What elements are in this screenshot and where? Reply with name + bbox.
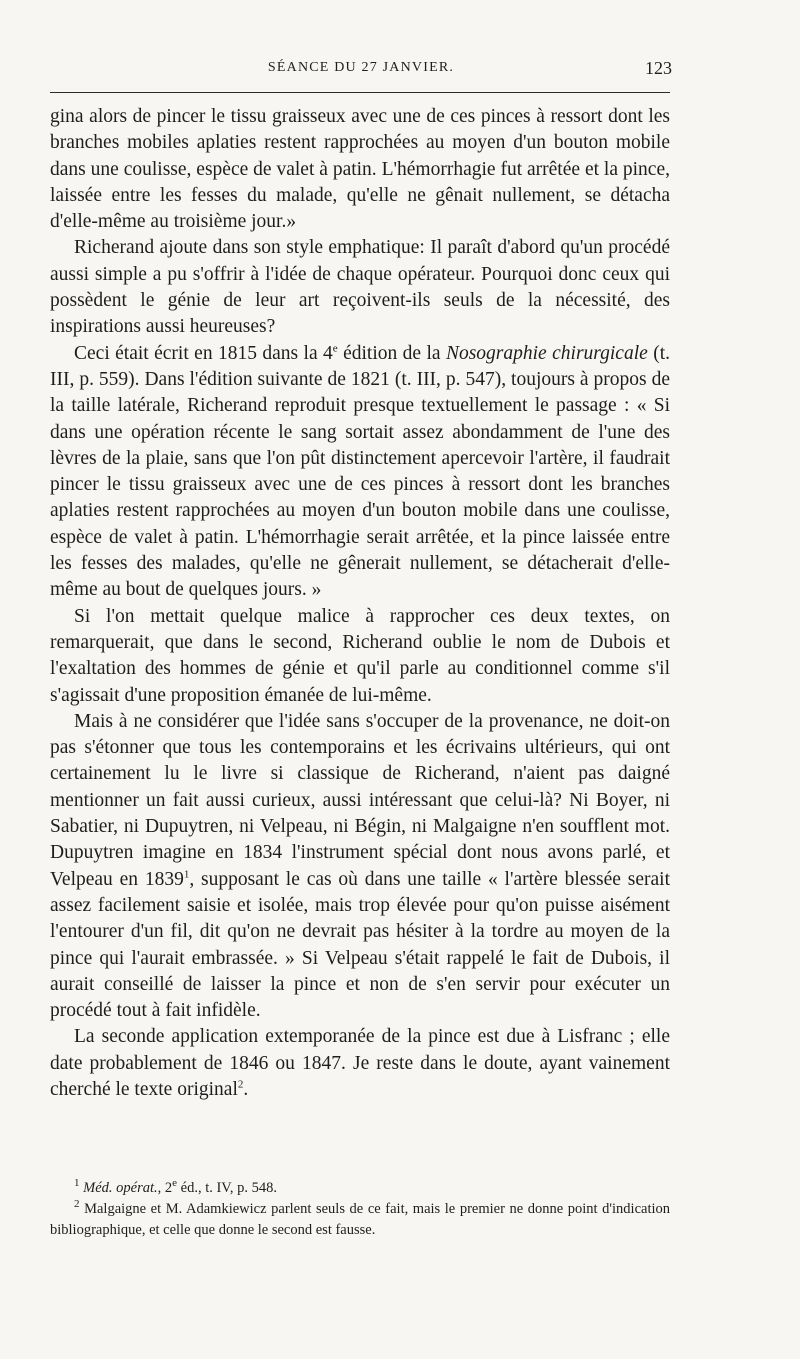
paragraph-4-text: Si l'on mettait quelque malice à rapprocher ces deux textes, on remarquerait, que dans le second, Richerand oublie le nom de Dubois et l'exaltation des hommes de génie et qu'il parle au conditionnel comme s'il s'agissait d'une proposition émanée de lui-même. [50,605,670,706]
footnote-2-text: Malgaigne et M. Adamkiewicz parlent seuls de ce fait, mais le premier ne donne point d'indication bibliographique, et celle que donne le second est fausse. [50,1201,671,1238]
paragraph-5 [50,709,670,1025]
paragraph-6-text-b: . [243,1078,249,1100]
paragraph-6-text-a: La seconde application extemporanée de la pince est due à Lisfranc ; elle date probablement de 1846 ou 1847. Je reste dans le doute, ayant vainement cherché le texte original [50,1026,670,1100]
running-title: SÉANCE DU 27 JANVIER. [267,60,455,75]
paragraph-4 [50,604,670,709]
footnote-1-text-b: éd., t. IV, p. 548. [177,1180,278,1196]
footnote-ref-2: 2 [237,1078,244,1091]
paragraph-3-text-a: Ceci était écrit en 1815 dans la 4 [74,342,333,364]
page-number: 123 [645,58,672,78]
paragraph-2 [50,235,670,340]
footnotes [50,1178,670,1241]
page-header [50,58,672,84]
footnote-1-text-a: , 2 [157,1180,173,1196]
footnote-1 [50,1178,670,1199]
paragraph-5-text-a: Mais à ne considérer que l'idée sans s'occuper de la provenance, ne doit-on pas s'étonner que tous les contemporains et les écrivains ultérieurs, qui ont certainement lu le livre si classique de Richerand, n'aient pas daigné mentionner un fait aussi curieux, aussi intéressant que celui-là? Ni Boyer, ni Sabatier, ni Dupuytren, ni Velpeau, ni Bégin, ni Malgaigne n'en soufflent mot. Dupuytren imagine en 1834 l'instrument spécial dont nous avons parlé, et Velpeau en 1839 [50,710,670,890]
paragraph-1 [50,104,670,235]
footnote-1-superscript: e [172,1177,178,1190]
paragraph-3-text-c: (t. III, p. 559). Dans l'édition suivante de 1821 (t. III, p. 547), toujours à propos de la taille latérale, Richerand reproduit presque textuellement le passage : « Si dans une opération récente le sang sortait assez abondamment de l'une des lèvres de la plaie, sans que l'on pût distinctement apercevoir l'artère, il faudrait pincer le tissu graisseux avec une de ces pinces à ressort dont les branches aplaties restent rapprochées au moyen d'un bouton mobile dans une coulisse, espèce de valet à patin. L'hémorrhagie serait arrêtée, et la pince laissée entre les fesses des malades, qu'elle ne gênerait nullement, se détacherait d'elle-même au bout de quelques jours. » [50,342,670,601]
book-title-italic: Nosographie chirurgicale [445,342,648,364]
paragraph-3 [50,341,670,604]
paragraph-1-text: gina alors de pincer le tissu graisseux avec une de ces pinces à ressort dont les branches mobiles aplaties restent rapprochées au moyen d'un bouton mobile dans une coulisse, espèce de valet à patin. L'hémorrhagie fut arrêtée et la pince, laissée entre les fesses du malade, qu'elle ne gênait nullement, se détacha d'elle-même au troisième jour.» [50,106,670,233]
edition-superscript: e [332,342,338,355]
paragraph-2-text: Richerand ajoute dans son style emphatique: Il paraît d'abord qu'un procédé aussi simple a pu s'offrir à l'idée de chaque opérateur. Pourquoi donc ceux qui possèdent le génie de leur art reçoivent-ils seuls de la nécessité, des inspirations aussi heureuses? [50,237,670,338]
footnote-2-mark: 2 [74,1198,80,1211]
footnote-1-italic: Méd. opérat. [83,1180,158,1196]
paragraph-6 [50,1024,670,1103]
body-text [50,104,670,1103]
footnote-ref-1: 1 [183,868,190,881]
paragraph-3-text-b: édition de la [337,342,446,364]
footnote-2 [50,1199,670,1241]
header-rule [50,92,670,93]
paragraph-5-text-b: , supposant le cas où dans une taille « l'artère blessée serait assez facilement saisie et isolée, mais trop élevée pour qu'on puisse aisément l'entourer d'un fil, dit qu'on ne devrait pas hésiter à la tordre au moyen de la pince qui l'aurait embrassée. » Si Velpeau s'était rappelé le fait de Dubois, il aurait conseillé de laisser la pince et non de s'en servir pour exécuter un procédé tout à fait infidèle. [50,868,670,1022]
footnote-1-mark: 1 [74,1177,80,1190]
